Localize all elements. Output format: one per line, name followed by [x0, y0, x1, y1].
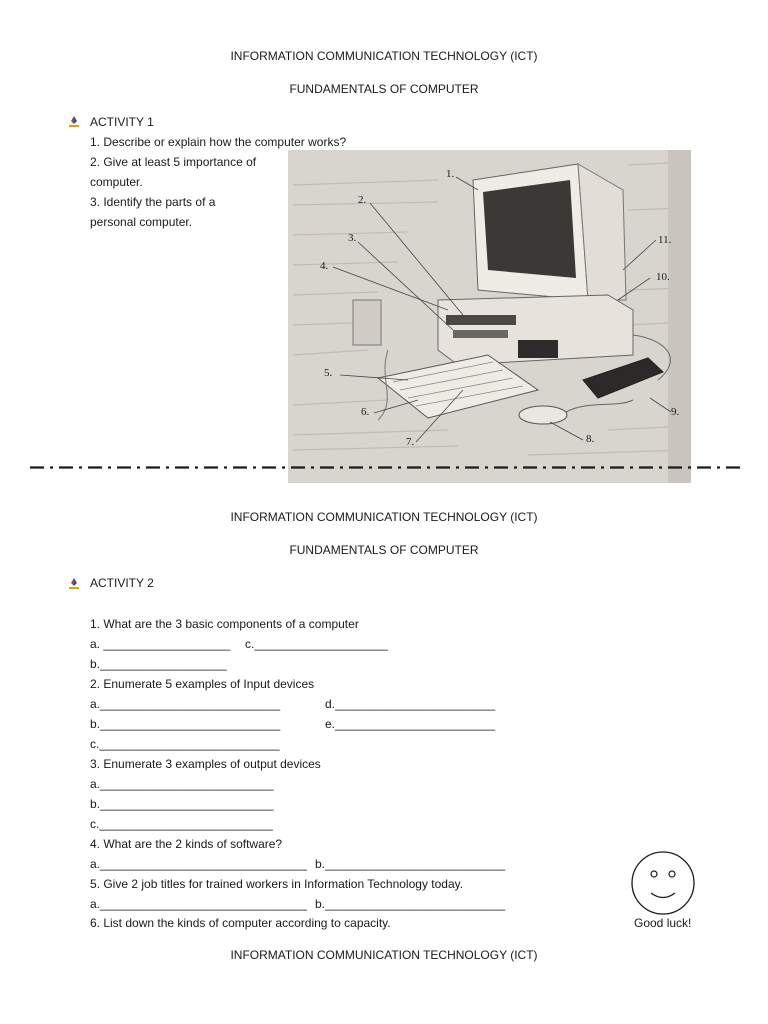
answer-blank-2c[interactable]: c.___________________________	[90, 737, 280, 751]
section2-title: INFORMATION COMMUNICATION TECHNOLOGY (ICT)	[230, 510, 538, 524]
answer-blank-3b[interactable]: b.__________________________	[90, 797, 274, 811]
activity1-line-4: 3. Identify the parts of a	[90, 195, 216, 209]
answer-blank-2b[interactable]: b.___________________________	[90, 717, 281, 731]
activity1-line-5: personal computer.	[90, 215, 193, 229]
activity1-line-3: computer.	[90, 175, 143, 189]
answer-blank-1b[interactable]: b.___________________	[90, 657, 227, 671]
activity-2-heading: ACTIVITY 2	[90, 576, 154, 590]
answer-blank-1a[interactable]: a. ___________________	[90, 637, 231, 651]
activity-1-heading: ACTIVITY 1	[90, 115, 154, 129]
answer-blank-2a[interactable]: a.___________________________	[90, 697, 281, 711]
bullet-arrow-icon	[68, 115, 80, 127]
answer-blank-5b[interactable]: b.___________________________	[315, 897, 506, 911]
answer-blank-3c[interactable]: c.__________________________	[90, 817, 273, 831]
activity2-question-6: 6. List down the kinds of computer according to capacity.	[90, 916, 391, 930]
answer-blank-3a[interactable]: a.__________________________	[90, 777, 274, 791]
section-divider	[30, 466, 740, 469]
diagram-label-5: 5.	[324, 367, 333, 379]
diagram-label-8: 8.	[586, 433, 595, 445]
diagram-label-11: 11.	[658, 234, 672, 246]
answer-blank-5a[interactable]: a._______________________________	[90, 897, 307, 911]
diagram-label-3: 3.	[348, 232, 357, 244]
smiley-face-icon	[630, 850, 696, 916]
activity1-line-1: 1. Describe or explain how the computer works?	[90, 135, 347, 149]
answer-blank-1c[interactable]: c.____________________	[245, 637, 388, 651]
diagram-label-1: 1.	[446, 168, 455, 180]
section2-subtitle: FUNDAMENTALS OF COMPUTER	[289, 543, 479, 557]
answer-blank-4b[interactable]: b.___________________________	[315, 857, 506, 871]
activity2-question-3: 3. Enumerate 3 examples of output devices	[90, 757, 321, 771]
activity1-line-2: 2. Give at least 5 importance of	[90, 155, 257, 169]
answer-blank-2e[interactable]: e.________________________	[325, 717, 496, 731]
diagram-label-4: 4.	[320, 260, 329, 272]
diagram-label-7: 7.	[406, 436, 415, 448]
activity2-question-1: 1. What are the 3 basic components of a computer	[90, 617, 359, 631]
diagram-label-2: 2.	[358, 194, 367, 206]
good-luck-text: Good luck!	[634, 916, 692, 930]
activity2-question-2: 2. Enumerate 5 examples of Input devices	[90, 677, 315, 691]
diagram-label-9: 9.	[671, 406, 680, 418]
section1-subtitle: FUNDAMENTALS OF COMPUTER	[289, 82, 479, 96]
diagram-label-6: 6.	[361, 406, 370, 418]
section3-title: INFORMATION COMMUNICATION TECHNOLOGY (ICT)	[230, 948, 538, 962]
answer-blank-2d[interactable]: d.________________________	[325, 697, 496, 711]
answer-blank-4a[interactable]: a._______________________________	[90, 857, 307, 871]
diagram-label-10: 10.	[656, 271, 670, 283]
activity2-question-5: 5. Give 2 job titles for trained workers in Information Technology today.	[90, 877, 464, 891]
section1-title: INFORMATION COMMUNICATION TECHNOLOGY (ICT)	[230, 49, 538, 63]
activity2-question-4: 4. What are the 2 kinds of software?	[90, 837, 283, 851]
computer-parts-photo	[288, 150, 691, 483]
bullet-arrow-icon	[68, 577, 80, 589]
